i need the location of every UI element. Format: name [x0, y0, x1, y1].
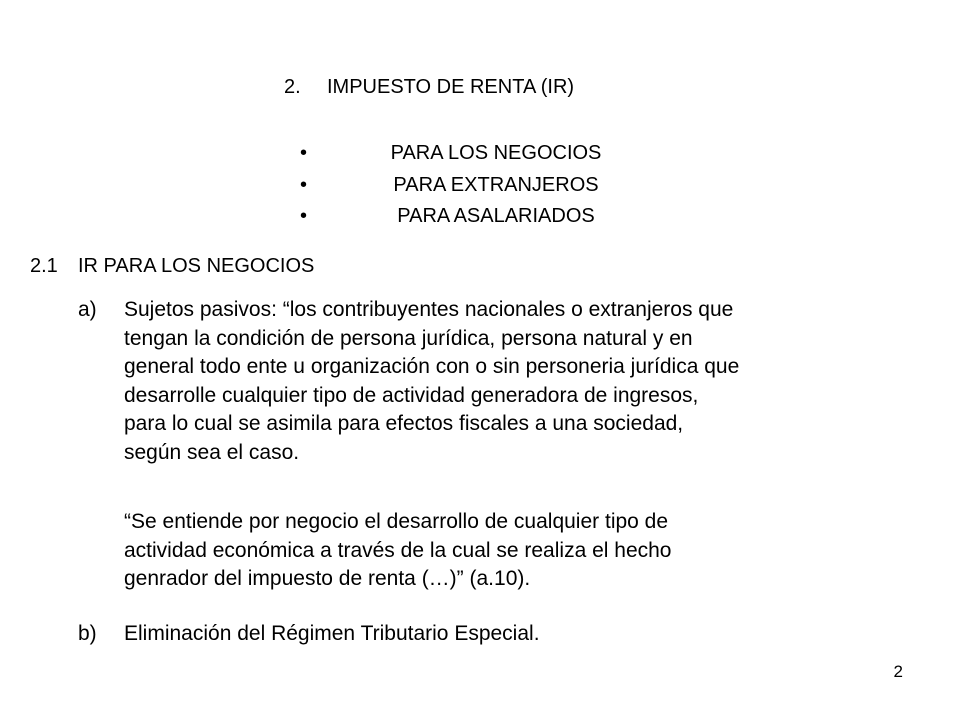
paragraph-line: Sujetos pasivos: “los contribuyentes nacionales o extranjeros que: [124, 298, 734, 321]
bullet-item-asalariados: PARA ASALARIADOS: [397, 205, 595, 227]
quote-line: actividad económica a través de la cual se realiza el hecho: [124, 538, 672, 562]
item-b-text: Eliminación del Régimen Tributario Especial.: [124, 622, 540, 645]
bullet-marker: •: [300, 142, 308, 164]
item-a-paragraph: [124, 296, 924, 467]
item-a-quote: [124, 508, 924, 594]
bullet-item-negocios: PARA LOS NEGOCIOS: [390, 142, 602, 164]
paragraph-line: general todo ente u organización con o sin personeria jurídica que: [124, 355, 740, 378]
bullet-item-extranjeros: PARA EXTRANJEROS: [393, 174, 599, 196]
item-b-label: b): [78, 622, 97, 645]
heading-title: IMPUESTO DE RENTA (IR): [327, 76, 575, 98]
heading-number: 2.: [284, 76, 301, 98]
paragraph-line: según sea el caso.: [124, 440, 300, 464]
paragraph-line: para lo cual se asimila para efectos fiscales a una sociedad,: [124, 412, 684, 435]
quote-line: “Se entiende por negocio el desarrollo de cualquier tipo de: [124, 510, 669, 533]
page-number: 2: [893, 662, 903, 681]
paragraph-line: desarrolle cualquier tipo de actividad generadora de ingresos,: [124, 383, 699, 407]
quote-line: genrador del impuesto de renta (…)” (a.10).: [124, 567, 531, 590]
section-number: 2.1: [30, 255, 58, 277]
item-a-label: a): [78, 298, 97, 321]
bullet-marker: •: [300, 205, 308, 227]
paragraph-line: tengan la condición de persona jurídica, persona natural y en: [124, 326, 693, 350]
bullet-marker: •: [300, 174, 308, 196]
section-title: IR PARA LOS NEGOCIOS: [78, 255, 315, 277]
